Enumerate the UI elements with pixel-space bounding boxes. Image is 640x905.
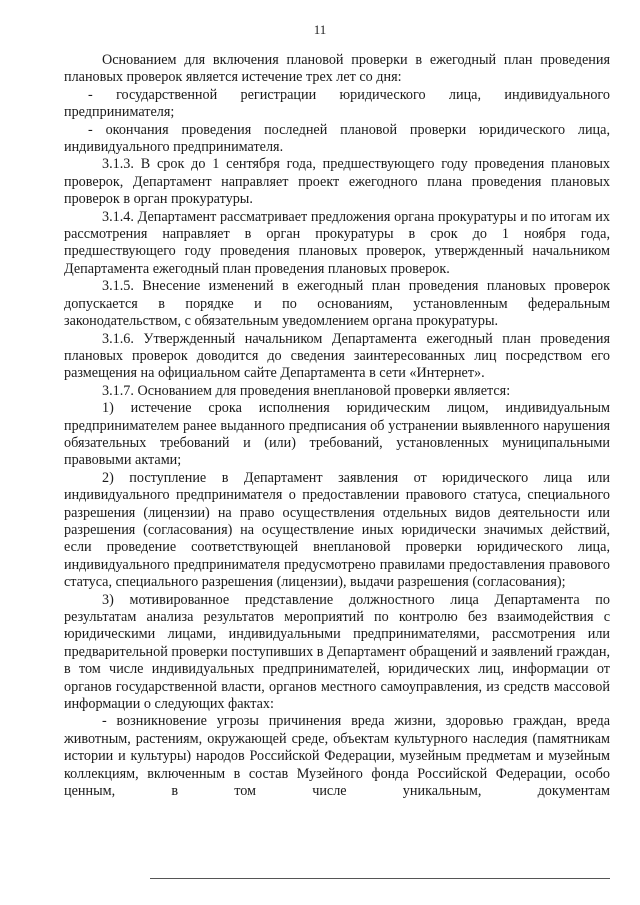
paragraph-3-1-3: 3.1.3. В срок до 1 сентября года, предшествующего году проведения плановых проверок, Департамент направляет проект ежегодного плана проведения плановых проверок в орган прокуратуры. <box>64 156 610 208</box>
list-item-last-inspection: - окончания проведения последней плановой проверки юридического лица, индивидуального предпринимателя. <box>64 121 610 156</box>
list-item-1: 1) истечение срока исполнения юридическим лицом, индивидуальным предпринимателем ранее выданного предписания об устранении выявленного нарушения обязательных требований и (или) требований, установленных муниципальными правовыми актами; <box>64 400 610 469</box>
list-item-3: 3) мотивированное представление должностного лица Департамента по результатам анализа результатов мероприятий по контролю без взаимодействия с юридическими лицами, индивидуальными предпринимателями, рассмотрения или предварительной проверки поступивших в Департамент обращений и заявлений граждан, в том числе индивидуальных предпринимателей, юридических лиц, информации от органов государственной власти, органов местного самоуправления, из средств массовой информации о следующих фактах: <box>64 591 610 713</box>
footer-divider <box>150 878 610 879</box>
paragraph-basis-planned: Основанием для включения плановой проверки в ежегодный план проведения плановых проверок является истечение трех лет со дня: <box>64 52 610 86</box>
paragraph-3-1-7: 3.1.7. Основанием для проведения внеплановой проверки является: <box>102 382 511 399</box>
paragraph-3-1-5: 3.1.5. Внесение изменений в ежегодный план проведения плановых проверок допускается в порядке и по основаниям, установленным федеральным законодательством, с обязательным уведомлением органа прокуратуры. <box>64 278 610 330</box>
paragraph-3-1-6: 3.1.6. Утвержденный начальником Департамента ежегодный план проведения плановых проверок доводится до сведения заинтересованных лиц посредством его размещения на официальном сайте Департамента в сети «Интернет». <box>64 330 610 382</box>
list-item-threat: - возникновение угрозы причинения вреда жизни, здоровью граждан, вреда животным, растениям, окружающей среде, объектам культурного наследия (памятникам истории и культуры) народов Российской Федерации, музейным предметам и музейным коллекциям, включенным в состав Музейного фонда Российской Федерации, особо ценным, в том числе уникальным, документам <box>64 713 610 800</box>
paragraph-3-1-4: 3.1.4. Департамент рассматривает предложения органа прокуратуры и по итогам их рассмотрения направляет в орган прокуратуры в срок до 1 ноября года, предшествующего году проведения плановых проверок, утвержденный начальником Департамента ежегодный план проведения плановых проверок. <box>64 208 610 277</box>
list-item-registration: - государственной регистрации юридического лица, индивидуального предпринимателя; <box>64 86 610 121</box>
page-number: 11 <box>313 22 327 37</box>
list-item-2: 2) поступление в Департамент заявления от юридического лица или индивидуального предпринимателя о предоставлении правового статуса, специального разрешения (лицензии) на право осуществления отдельных видов деятельности или разрешения (согласования) на осуществление иных юридически значимых действий, если проведение соответствующей внеплановой проверки юридического лица, индивидуального предпринимателя предусмотрено правилами предоставления правового статуса, специального разрешения (лицензии), выдачи разрешения (согласования); <box>64 469 610 591</box>
document-body <box>64 52 610 800</box>
